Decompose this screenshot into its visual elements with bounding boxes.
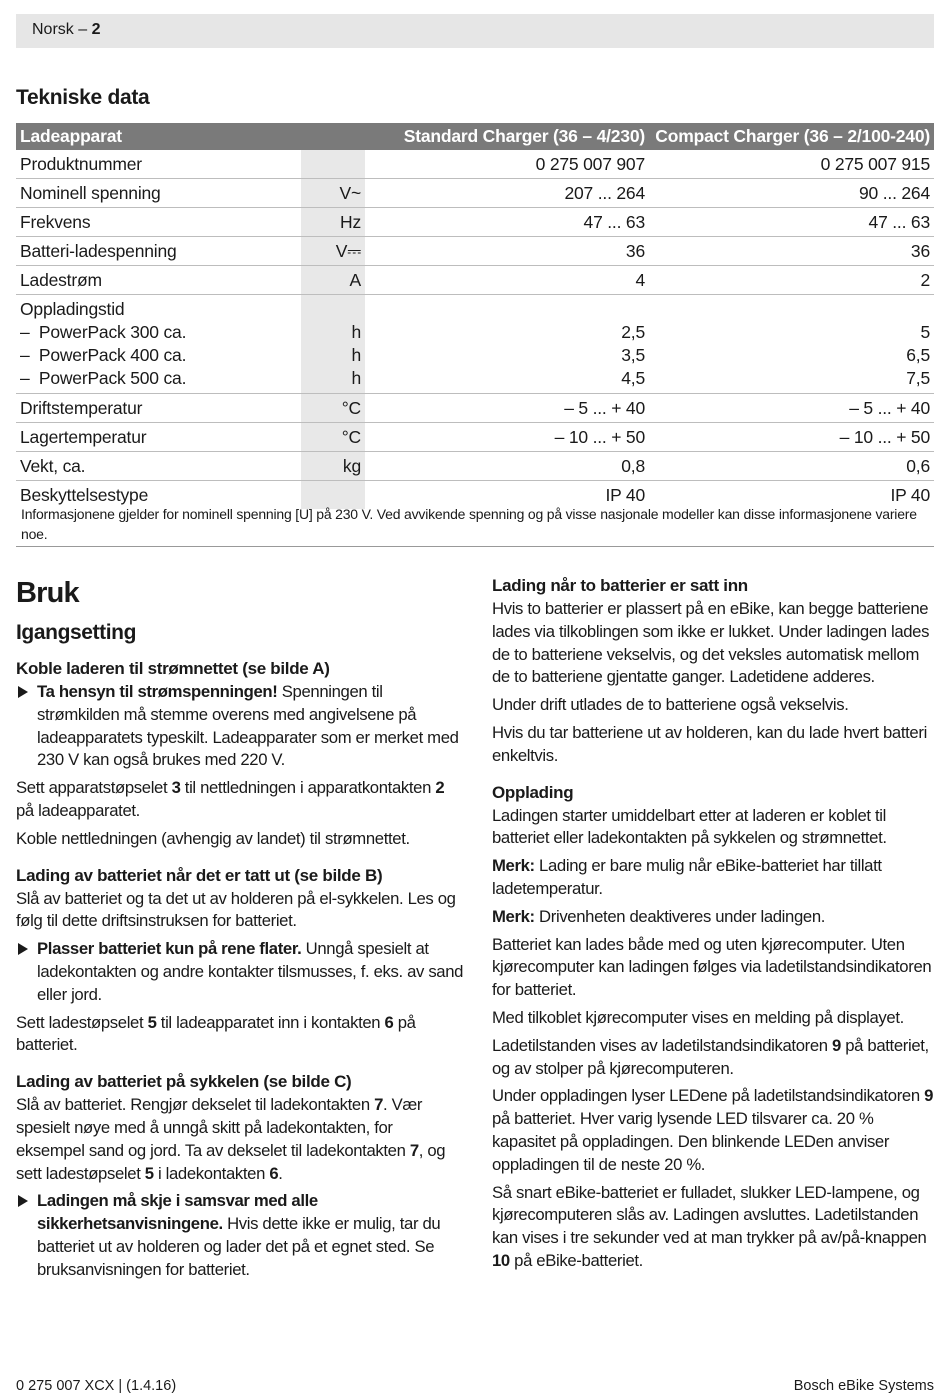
subsection-title: Lading av batteriet når det er tatt ut (se bilde B)	[16, 865, 383, 885]
subsection-title: Opplading	[492, 782, 574, 802]
header-charger: Ladeapparat	[16, 123, 301, 150]
header-label: Norsk – 2	[32, 21, 101, 38]
triangle-bullet-icon	[18, 1195, 28, 1207]
header-unit	[301, 123, 365, 150]
warning-bullet: Ladingen må skje i samsvar med alle sikkerhetsanvisningene. Hvis dette ikke er mulig, tar du batteriet ut av holderen og lader det på et egnet sted. Se bruksanvisningen for batteriet.	[16, 1190, 464, 1281]
paragraph: Hvis to batterier er plassert på en eBike, kan begge batteriene lades via tilkoblingen som ikke er lukket. Under ladingen lades de to batteriene vekselvis, og det veksles automatisk mellom de to batteriene gjentatte ganger. Ladetidene adderes.	[492, 599, 930, 687]
triangle-bullet-icon	[18, 943, 28, 955]
note: Merk: Drivenheten deaktiveres under ladingen.	[492, 906, 826, 926]
section-title-igangsetting: Igangsetting	[16, 621, 137, 644]
table-row-charging-time: Oppladingstid – PowerPack 300 ca. – PowerPack 400 ca. – PowerPack 500 ca. h h h 2,5 3,5 4,5 5 6,5 7,5	[16, 295, 934, 394]
page-header	[16, 14, 934, 48]
left-column	[16, 570, 464, 1287]
paragraph: Hvis du tar batteriene ut av holderen, kan du lade hvert batteri enkeltvis.	[492, 722, 927, 765]
paragraph: Ladingen starter umiddelbart etter at laderen er koblet til batteriet eller ladekontakten på sykkelen og strømnettet.	[492, 805, 887, 848]
paragraph: Batteriet kan lades både med og uten kjørecomputer. Uten kjørecomputer kan ladingen følges via ladetilstandsindikatoren for batteriet.	[492, 934, 932, 1000]
paragraph: Koble nettledningen (avhengig av landet) til strømnettet.	[16, 828, 410, 848]
subsection-title: Lading av batteriet på sykkelen (se bilde C)	[16, 1072, 352, 1092]
footer-doc-number: 0 275 007 XCX | (1.4.16)	[16, 1378, 177, 1394]
table-row: Produktnummer 0 275 007 907 0 275 007 915	[16, 150, 934, 179]
table-footnote: Informasjonene gjelder for nominell spenning [U] på 230 V. Ved avvikende spenning og på visse nasjonale modeller kan disse informasjonene variere noe.	[21, 506, 917, 542]
table-header-row	[16, 123, 934, 150]
table-row: Driftstemperatur °C – 5 ... + 40 – 5 ... + 40	[16, 394, 934, 423]
table-row: Lagertemperatur °C – 10 ... + 50 – 10 ... + 50	[16, 423, 934, 452]
section-title-bruk: Bruk	[16, 577, 79, 609]
paragraph: Slå av batteriet. Rengjør dekselet til ladekontakten 7. Vær spesielt nøye med å unngå skitt på ladekontakten, for eksempel sand og jord. Ta av dekselet til ladekontakten 7, og sett ladestøpselet 5 i ladekontakten 6.	[16, 1095, 446, 1183]
triangle-bullet-icon	[18, 686, 28, 698]
paragraph: Sett apparatstøpselet 3 til nettledningen i apparatkontakten 2 på ladeapparatet.	[16, 778, 445, 820]
page-number: 2	[91, 21, 101, 38]
paragraph: Så snart eBike-batteriet er fulladet, slukker LED-lampene, og kjørecomputeren slås av. Ladingen avsluttes. Ladetilstanden kan vises i tre sekunder ved at man trykker på av/på-knappen 10 på eBike-batteriet.	[492, 1182, 927, 1270]
tech-data-heading: Tekniske data	[16, 86, 150, 109]
table-row: Ladestrøm A 4 2	[16, 266, 934, 295]
header-standard-charger: Standard Charger (36 – 4/230)	[365, 123, 649, 150]
paragraph: Sett ladestøpselet 5 til ladeapparatet inn i kontakten 6 på batteriet.	[16, 1012, 416, 1055]
paragraph: Under oppladingen lyser LEDene på ladetilstandsindikatoren 9 på batteriet. Hver varig lysende LED tilsvarer ca. 20 % kapasitet på oppladingen. Den blinkende LEDen anviser oppladingen til de neste 20 %.	[492, 1086, 934, 1174]
footer-brand: Bosch eBike Systems	[793, 1378, 934, 1394]
note: Merk: Lading er bare mulig når eBike-batteriet har tillatt ladetemperatur.	[492, 856, 882, 898]
table-row: Batteri-ladespenning V⎓ 36 36	[16, 237, 934, 266]
table-row: Beskyttelsestype IP 40 IP 40	[16, 481, 934, 510]
table-row: Frekvens Hz 47 ... 63 47 ... 63	[16, 208, 934, 237]
divider	[16, 546, 934, 547]
table-row: Nominell spenning V~ 207 ... 264 90 ... 264	[16, 179, 934, 208]
paragraph: Under drift utlades de to batteriene også vekselvis.	[492, 695, 849, 715]
right-column	[492, 570, 934, 1278]
subsection-title: Koble laderen til strømnettet (se bilde A)	[16, 659, 330, 678]
header-compact-charger: Compact Charger (36 – 2/100-240)	[649, 123, 934, 150]
warning-bullet: Ta hensyn til strømspenningen! Spenningen til strømkilden må stemme overens med angivelsene på ladeapparatets typeskilt. Ladeapparater som er merket med 230 V kan også brukes med 220 V.	[16, 681, 464, 772]
paragraph: Med tilkoblet kjørecomputer vises en melding på displayet.	[492, 1007, 904, 1027]
table-row: Vekt, ca. kg 0,8 0,6	[16, 452, 934, 481]
subsection-title: Lading når to batterier er satt inn	[492, 576, 748, 595]
paragraph: Slå av batteriet og ta det ut av holderen på el-sykkelen. Les og følg til dette driftsinstruksen for batteriet.	[16, 888, 456, 931]
warning-bullet: Plasser batteriet kun på rene flater. Unngå spesielt at ladekontakten og andre kontakter tilsmusses, f. eks. av sand eller jord.	[16, 938, 464, 1006]
tech-data-table	[16, 123, 934, 509]
paragraph: Ladetilstanden vises av ladetilstandsindikatoren 9 på batteriet, og av stolper på kjørecomputeren.	[492, 1035, 929, 1078]
